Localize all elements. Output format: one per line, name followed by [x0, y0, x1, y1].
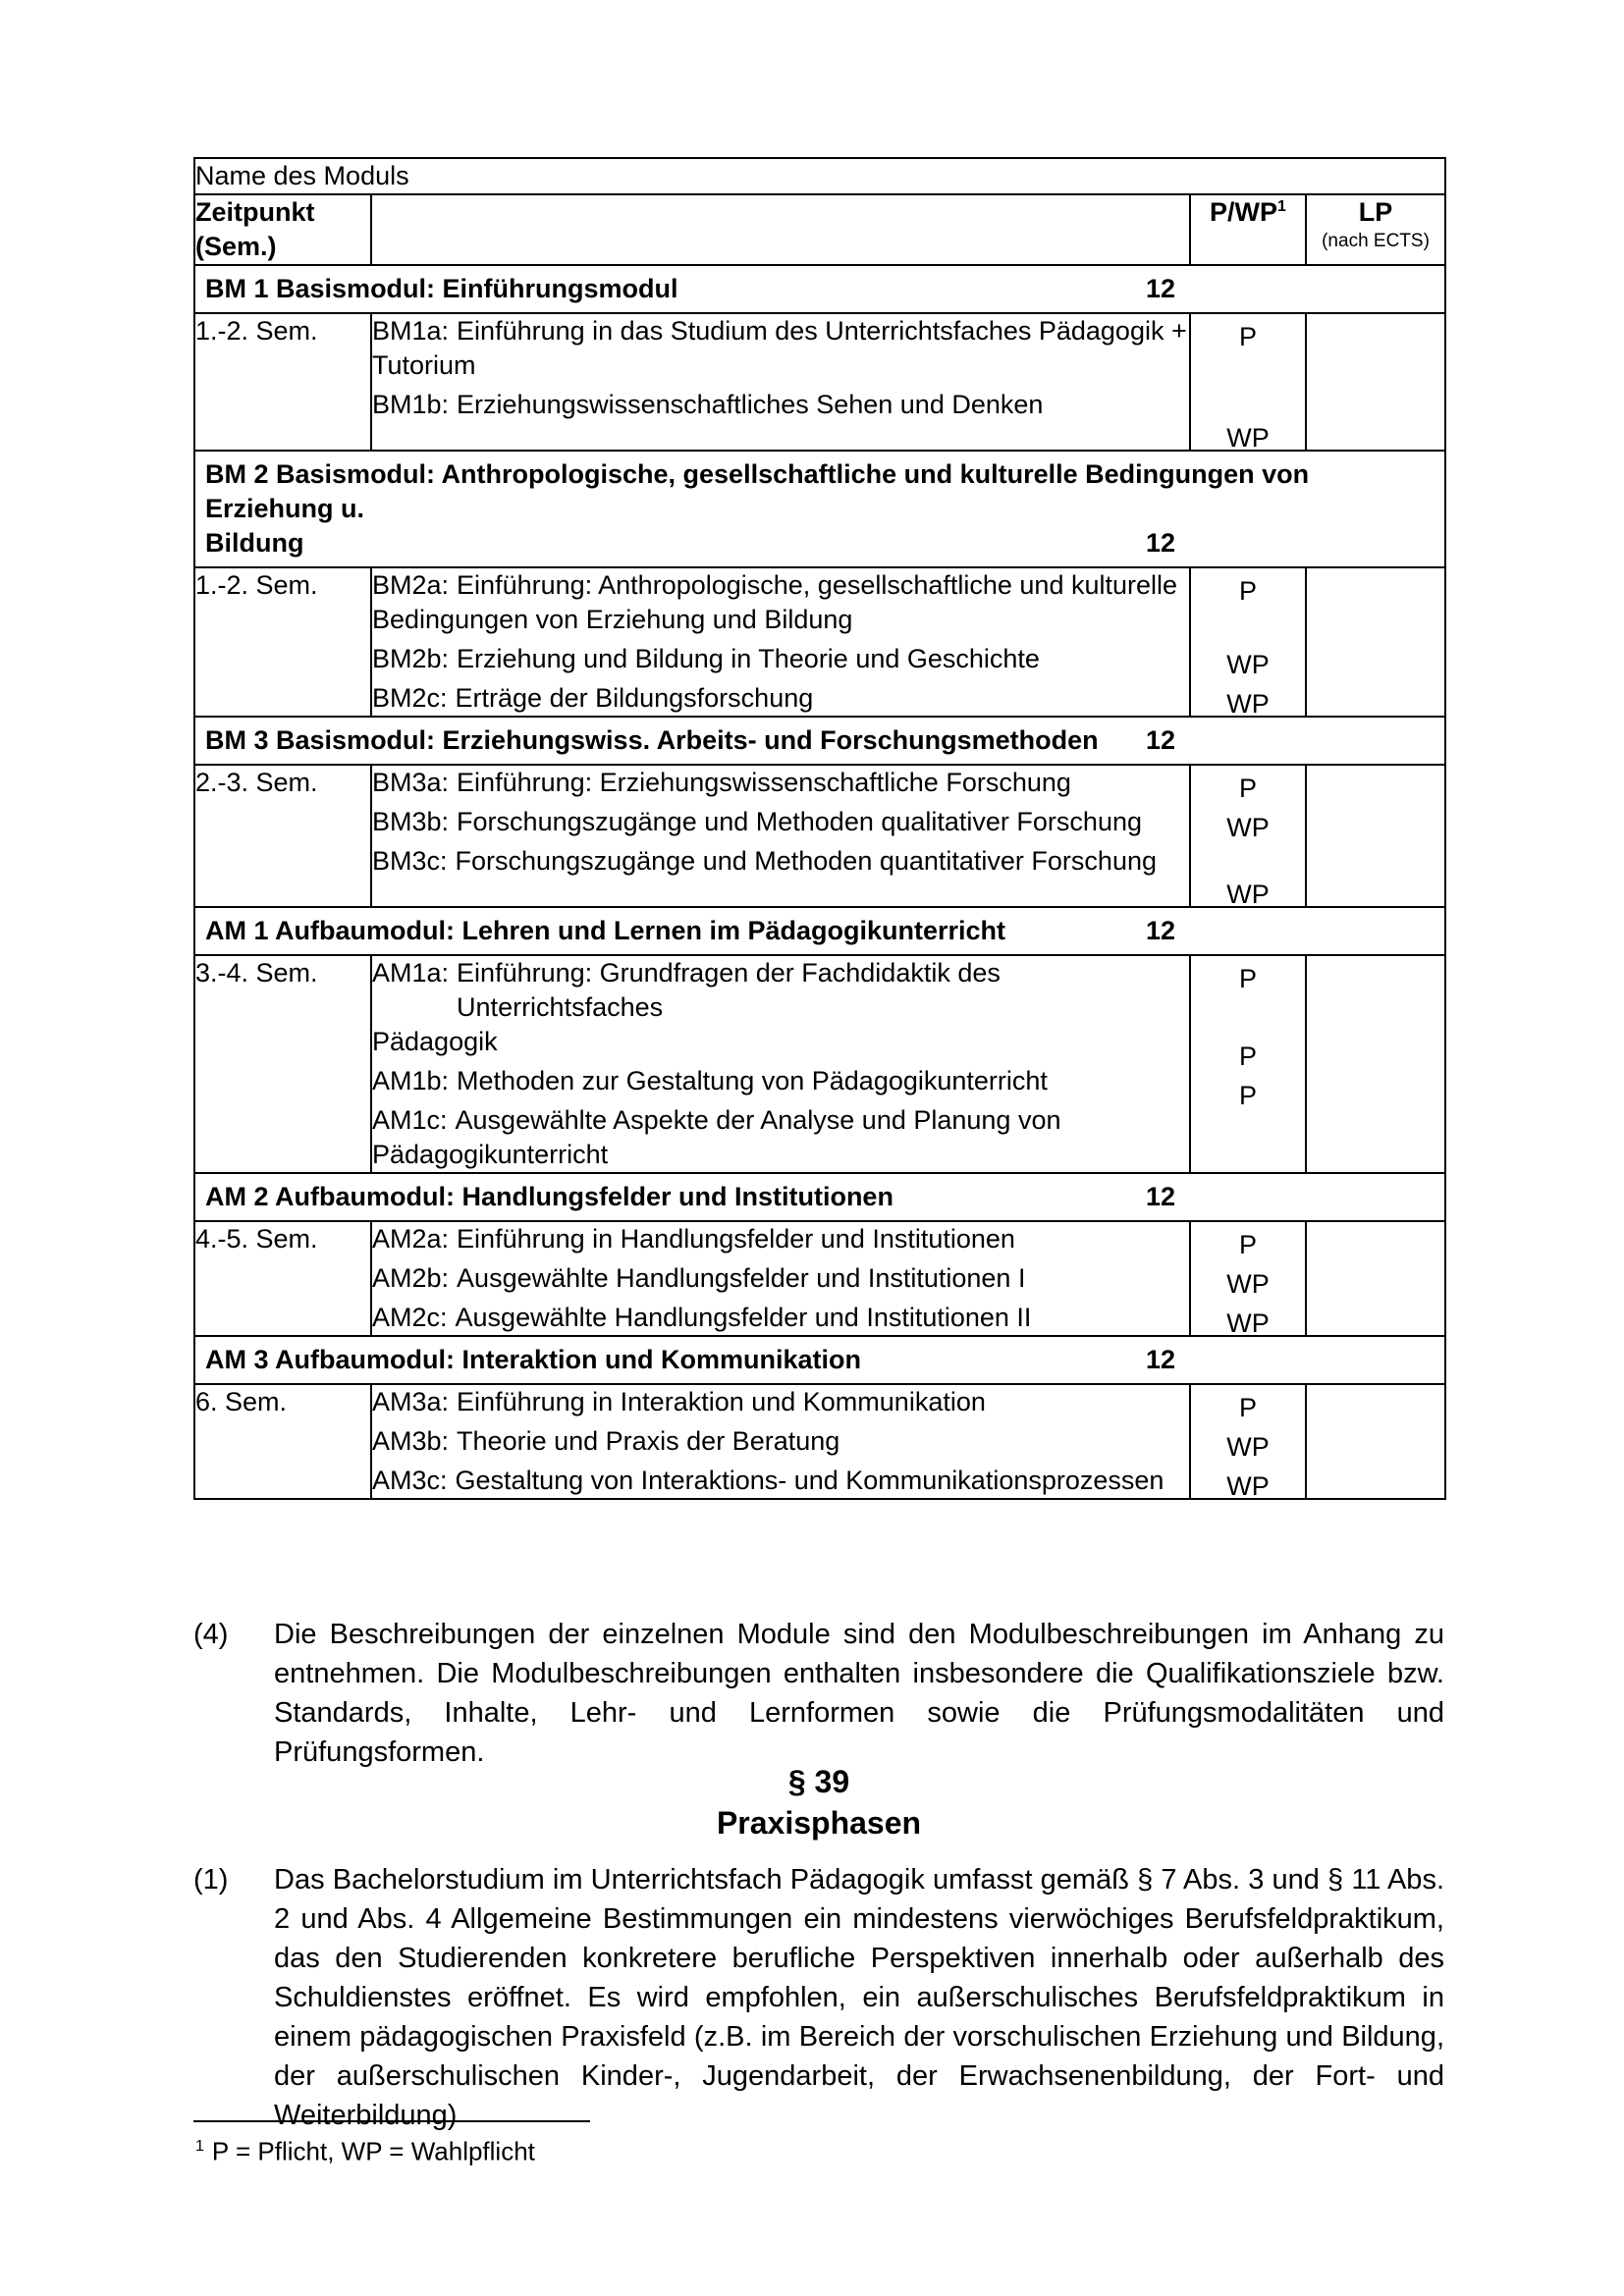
module-lp-value: 12 [1146, 528, 1176, 558]
pwp-cell [1190, 955, 1306, 1173]
submodule-item [372, 1385, 1189, 1419]
section-title: Praxisphasen [716, 1805, 922, 1841]
submodule-code: BM1a: [372, 316, 450, 346]
paragraph-text: Die Beschreibungen der einzelnen Module sind den Modulbeschreibungen im Anhang zu entnehmen. Die Modulbeschreibungen enthalten insbesondere die Qualifikationsziele bzw. Standards, Inhalte, Lehr- und Lernformen sowie die Prüfungsmodalitäten und Prüfungsformen. [274, 1619, 1444, 1768]
module-title-block [195, 1337, 1444, 1383]
submodule-code: BM3b: [372, 807, 450, 836]
module-detail-row [194, 567, 1445, 717]
submodule-list [371, 1221, 1190, 1336]
pwp-value: P [1238, 1081, 1257, 1110]
submodule-title: Einführung: Grundfragen der Fachdidaktik des Unterrichtsfaches [457, 958, 1001, 1022]
submodule-code: BM1b: [372, 390, 450, 419]
module-title-block [195, 718, 1444, 764]
module-detail-row [194, 955, 1445, 1173]
semester-cell [194, 313, 371, 451]
pwp-value: P [1238, 576, 1257, 606]
module-title-block [195, 452, 1444, 566]
semester-label: 4.-5. Sem. [195, 1224, 318, 1254]
lp-cell [1306, 567, 1445, 717]
module-header-cell [194, 907, 1445, 955]
submodule-list [371, 567, 1190, 717]
module-lp-value: 12 [1146, 1345, 1176, 1374]
module-title-continued: Bildung [205, 528, 304, 558]
paragraph-1 [193, 1860, 1444, 2135]
lp-cell [1306, 313, 1445, 451]
pwp-value: WP [1226, 1308, 1270, 1338]
module-title: AM 3 Aufbaumodul: Interaktion und Kommunikation [205, 1345, 861, 1374]
table-title-cell [194, 158, 1445, 194]
submodule-title: Einführung: Erziehungswissenschaftliche Forschung [457, 768, 1071, 797]
pwp-cell [1190, 1384, 1306, 1499]
pwp-cell [1190, 567, 1306, 717]
module-detail-row [194, 313, 1445, 451]
table-title: Name des Moduls [195, 161, 409, 190]
module-title: BM 1 Basismodul: Einführungsmodul [205, 274, 678, 303]
module-title-block [195, 266, 1444, 312]
paragraph-number: (1) [193, 1864, 229, 1896]
submodule-title: Ausgewählte Aspekte der Analyse und Planung von [455, 1105, 1061, 1135]
submodule-code: AM3a: [372, 1387, 450, 1416]
module-detail-row [194, 1221, 1445, 1336]
submodule-item [372, 1222, 1189, 1256]
semester-label: 3.-4. Sem. [195, 958, 318, 988]
submodule-title: Einführung in Handlungsfelder und Institutionen [457, 1224, 1015, 1254]
submodule-item [372, 642, 1189, 676]
pwp-value: WP [1226, 813, 1270, 842]
module-header-cell [194, 265, 1445, 313]
submodule-code: AM1c: [372, 1105, 448, 1135]
submodule-title-continued: Tutorium [372, 350, 476, 380]
submodule-code: BM3c: [372, 846, 448, 876]
footnote-mark: 1 [1277, 198, 1286, 215]
submodule-item [372, 1261, 1189, 1296]
submodule-title: Ausgewählte Handlungsfelder und Institutionen I [457, 1263, 1026, 1293]
module-lp-value: 12 [1146, 916, 1176, 945]
submodule-title: Ausgewählte Handlungsfelder und Institutionen II [455, 1303, 1032, 1332]
pwp-value: WP [1226, 423, 1270, 453]
submodule-code: AM3c: [372, 1466, 448, 1495]
module-header-cell [194, 717, 1445, 765]
module-header-row [194, 1336, 1445, 1384]
submodule-item [372, 1064, 1189, 1098]
pwp-value: P [1238, 1041, 1257, 1071]
pwp-value: P [1238, 322, 1257, 351]
module-table [193, 157, 1446, 1500]
submodule-title: Einführung in das Studium des Unterrichtsfaches Pädagogik + [457, 316, 1187, 346]
submodule-item [372, 805, 1189, 839]
submodule-title: Einführung in Interaktion und Kommunikation [457, 1387, 986, 1416]
submodule-item [372, 388, 1189, 422]
submodule-code: BM2a: [372, 570, 450, 600]
pwp-value: WP [1226, 880, 1270, 909]
submodule-code: AM2b: [372, 1263, 450, 1293]
footnote-text: P = Pflicht, WP = Wahlpflicht [211, 2136, 535, 2166]
submodule-item [372, 568, 1189, 637]
pwp-value: WP [1226, 650, 1270, 679]
semester-cell [194, 1384, 371, 1499]
module-header-cell [194, 1173, 1445, 1221]
semester-label: 6. Sem. [195, 1387, 288, 1416]
submodule-item [372, 1424, 1189, 1459]
footnote [195, 2130, 535, 2168]
submodule-title: Forschungszugänge und Methoden qualitativer Forschung [457, 807, 1142, 836]
paragraph-4 [193, 1615, 1444, 1772]
module-lp-value: 12 [1146, 274, 1176, 303]
lp-cell [1306, 955, 1445, 1173]
col-header-pwp [1190, 194, 1306, 265]
submodule-title: Erziehungswissenschaftliches Sehen und Denken [457, 390, 1044, 419]
submodule-list [371, 1384, 1190, 1499]
submodule-code: BM3a: [372, 768, 450, 797]
pwp-value: P [1238, 1230, 1257, 1259]
submodule-item [372, 314, 1189, 383]
paragraph-text: Das Bachelorstudium im Unterrichtsfach Pädagogik umfasst gemäß § 7 Abs. 3 und § 11 Abs. 2 und Abs. 4 Allgemeine Bestimmungen ein mindestens vierwöchiges Berufsfeldpraktikum, das den Studierenden konkretere berufliche Perspektiven innerhalb oder außerhalb des Schuldienstes eröffnet. Es wird empfohlen, ein außerschulisches Berufsfeldpraktikum in einem pädagogischen Praxisfeld (z.B. im Bereich der vorschulischen Erziehung und Bildung, der außerschulischen Kinder-, Jugendarbeit, der Erwachsenenbildung, der Fort- und Weiterbildung) [274, 1864, 1444, 2131]
submodule-title-continued: Pädagogik [372, 1027, 498, 1056]
submodule-code: AM2c: [372, 1303, 448, 1332]
module-header-row [194, 717, 1445, 765]
module-lp-value: 12 [1146, 725, 1176, 755]
module-header-cell [194, 1336, 1445, 1384]
module-header-row [194, 451, 1445, 567]
submodule-item [372, 681, 1189, 716]
pwp-cell [1190, 1221, 1306, 1336]
paragraph-number: (4) [193, 1619, 229, 1650]
module-header-row [194, 907, 1445, 955]
semester-label: 2.-3. Sem. [195, 768, 318, 797]
module-header-row [194, 1173, 1445, 1221]
submodule-code: AM1a: [372, 958, 450, 988]
submodule-list [371, 765, 1190, 907]
submodule-item [372, 844, 1189, 879]
lp-cell [1306, 765, 1445, 907]
submodule-list [371, 955, 1190, 1173]
submodule-title: Einführung: Anthropologische, gesellschaftliche und kulturelle [457, 570, 1178, 600]
module-lp-value: 12 [1146, 1182, 1176, 1211]
submodule-item [372, 766, 1189, 800]
module-title-block [195, 908, 1444, 954]
pwp-value: WP [1226, 689, 1270, 719]
submodule-title-continued: Bedingungen von Erziehung und Bildung [372, 605, 853, 634]
col-header-blank [371, 194, 1190, 265]
table-title-row [194, 158, 1445, 194]
col-header-time-label: Zeitpunkt (Sem.) [195, 197, 315, 261]
submodule-code: BM2b: [372, 644, 450, 673]
submodule-code: AM2a: [372, 1224, 450, 1254]
semester-label: 1.-2. Sem. [195, 570, 318, 600]
submodule-title: Gestaltung von Interaktions- und Kommunikationsprozessen [455, 1466, 1164, 1495]
lp-cell [1306, 1384, 1445, 1499]
submodule-item [372, 1103, 1189, 1172]
section-number: § 39 [787, 1764, 850, 1799]
pwp-value: P [1238, 774, 1257, 803]
submodule-code: BM2c: [372, 683, 448, 713]
module-detail-row [194, 765, 1445, 907]
col-header-time [194, 194, 371, 265]
col-header-lp-sub: (nach ECTS) [1322, 231, 1430, 251]
col-header-lp [1306, 194, 1445, 265]
module-header-row [194, 265, 1445, 313]
semester-label: 1.-2. Sem. [195, 316, 318, 346]
module-title: BM 2 Basismodul: Anthropologische, gesellschaftliche und kulturelle Bedingungen von Erziehung u. [205, 459, 1310, 523]
pwp-value: WP [1226, 1269, 1270, 1299]
footnote-divider [193, 2120, 590, 2122]
module-title-block [195, 1174, 1444, 1220]
submodule-code: AM1b: [372, 1066, 450, 1095]
table-header-row [194, 194, 1445, 265]
module-header-cell [194, 451, 1445, 567]
pwp-cell [1190, 765, 1306, 907]
pwp-value: WP [1226, 1471, 1270, 1501]
submodule-item [372, 956, 1189, 1059]
module-detail-row [194, 1384, 1445, 1499]
pwp-value: P [1238, 964, 1257, 993]
module-title: BM 3 Basismodul: Erziehungswiss. Arbeits- und Forschungsmethoden [205, 725, 1099, 755]
submodule-code: AM3b: [372, 1426, 450, 1456]
submodule-title: Erziehung und Bildung in Theorie und Geschichte [457, 644, 1040, 673]
pwp-value: WP [1226, 1432, 1270, 1462]
footnote-mark: 1 [195, 2138, 204, 2155]
semester-cell [194, 765, 371, 907]
col-header-lp-label: LP [1358, 197, 1393, 227]
pwp-value: P [1238, 1393, 1257, 1422]
submodule-title: Forschungszugänge und Methoden quantitativer Forschung [455, 846, 1157, 876]
pwp-cell [1190, 313, 1306, 451]
semester-cell [194, 567, 371, 717]
col-header-pwp-label: P/WP [1210, 197, 1278, 227]
submodule-item [372, 1301, 1189, 1335]
semester-cell [194, 1221, 371, 1336]
module-title: AM 1 Aufbaumodul: Lehren und Lernen im Pädagogikunterricht [205, 916, 1006, 945]
submodule-title: Theorie und Praxis der Beratung [457, 1426, 840, 1456]
submodule-title: Methoden zur Gestaltung von Pädagogikunterricht [457, 1066, 1048, 1095]
submodule-list [371, 313, 1190, 451]
submodule-title-continued: Pädagogikunterricht [372, 1140, 609, 1169]
lp-cell [1306, 1221, 1445, 1336]
module-title: AM 2 Aufbaumodul: Handlungsfelder und Institutionen [205, 1182, 893, 1211]
submodule-item [372, 1464, 1189, 1498]
submodule-title: Erträge der Bildungsforschung [455, 683, 814, 713]
semester-cell [194, 955, 371, 1173]
